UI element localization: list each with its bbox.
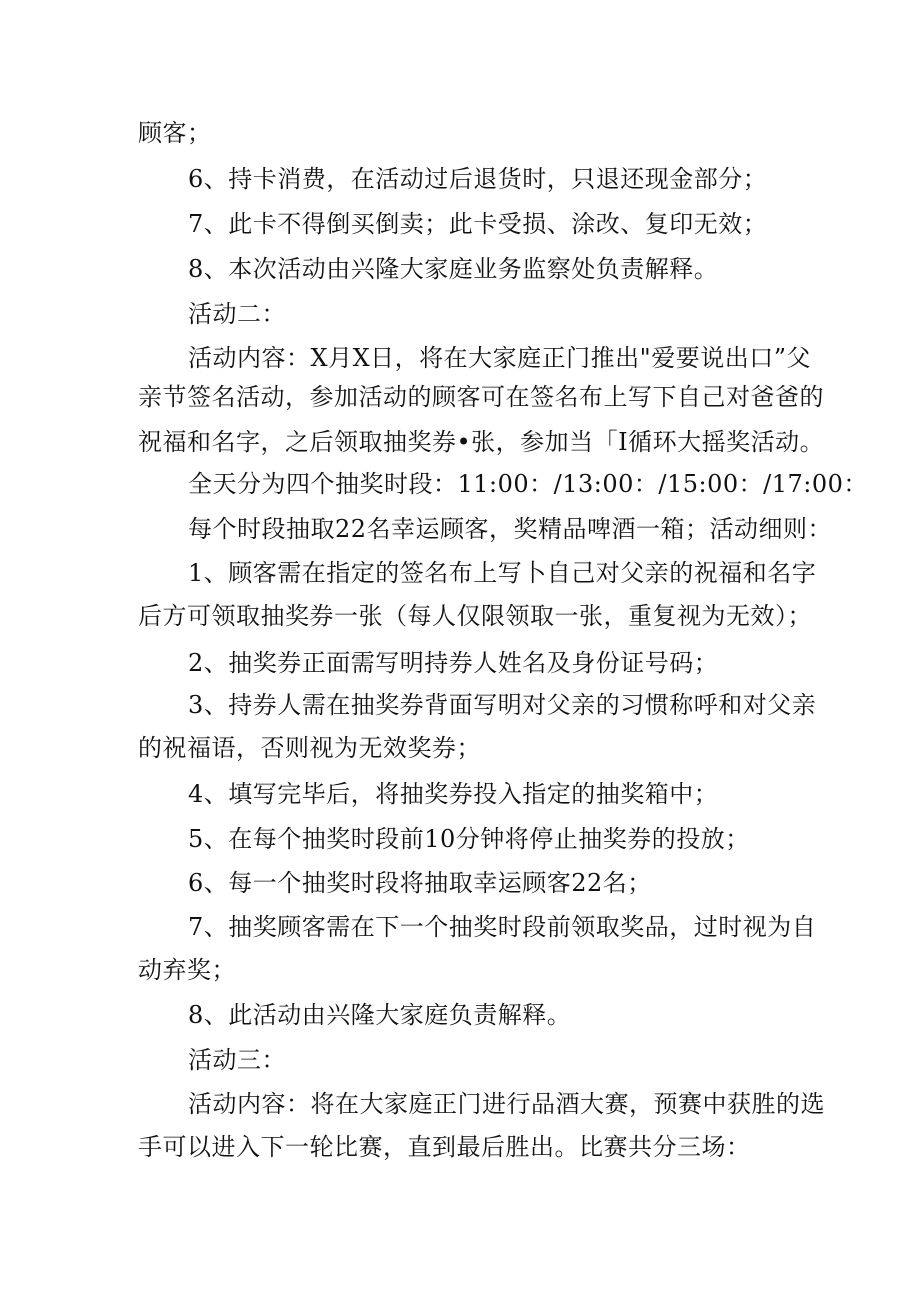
paragraph-line: 手可以进入下一轮比赛，直到最后胜出。比赛共分三场： [138, 1133, 751, 1161]
paragraph-line: 的祝福语，否则视为无效奖券； [138, 734, 481, 762]
paragraph-line: 2、抽奖券正面需写明持券人姓名及身份证号码； [188, 649, 719, 677]
paragraph-line: 动弃奖； [138, 956, 236, 984]
section-heading: 活动二： [188, 300, 286, 328]
paragraph-line: 8、本次活动由兴隆大家庭业务监察处负责解释。 [188, 255, 719, 283]
paragraph-line: 8、此活动由兴隆大家庭负责解释。 [188, 1001, 572, 1029]
paragraph-line: 3、持券人需在抽奖券背面写明对父亲的习惯称呼和对父亲 [188, 691, 817, 719]
paragraph-line: 活动内容：X月X日，将在大家庭正门推出"爱要说出口”父 [188, 344, 811, 372]
paragraph-line: 后方可领取抽奖券一张（每人仅限领取一张，重复视为无效）； [138, 602, 812, 630]
paragraph-line: 活动内容：将在大家庭正门进行品酒大赛，预赛中获胜的选 [188, 1090, 825, 1118]
paragraph-line: 5、在每个抽奖时段前10分钟将停止抽奖券的投放； [188, 825, 750, 853]
paragraph-line: 每个时段抽取22名幸运顾客，奖精品啤酒一箱；活动细则： [188, 515, 833, 543]
paragraph-line: 亲节签名活动，参加活动的顾客可在签名布上写下自己对爸爸的 [138, 383, 824, 411]
paragraph-line: 全天分为四个抽奖时段：11:00：/13:00：/15:00：/17:00： [188, 470, 868, 498]
paragraph-line: 7、此卡不得倒买倒卖；此卡受损、涂改、复印无效； [188, 210, 768, 238]
paragraph-line: 6、持卡消费，在活动过后退货时，只退还现金部分； [188, 165, 768, 193]
paragraph-line: 1、顾客需在指定的签名布上写卜自己对父亲的祝福和名字 [188, 559, 817, 587]
paragraph-line: 4、填写完毕后，将抽奖券投入指定的抽奖箱中； [188, 780, 719, 808]
paragraph-line: 祝福和名字，之后领取抽奖券•张，参加当「I循环大摇奖活动。 [138, 428, 825, 456]
paragraph-line: 7、抽奖顾客需在下一个抽奖时段前领取奖品，过时视为自 [188, 913, 817, 941]
paragraph-line: 6、每一个抽奖时段将抽取幸运顾客22名； [188, 869, 652, 897]
paragraph-line: 顾客； [138, 119, 212, 147]
section-heading: 活动三： [188, 1046, 286, 1074]
